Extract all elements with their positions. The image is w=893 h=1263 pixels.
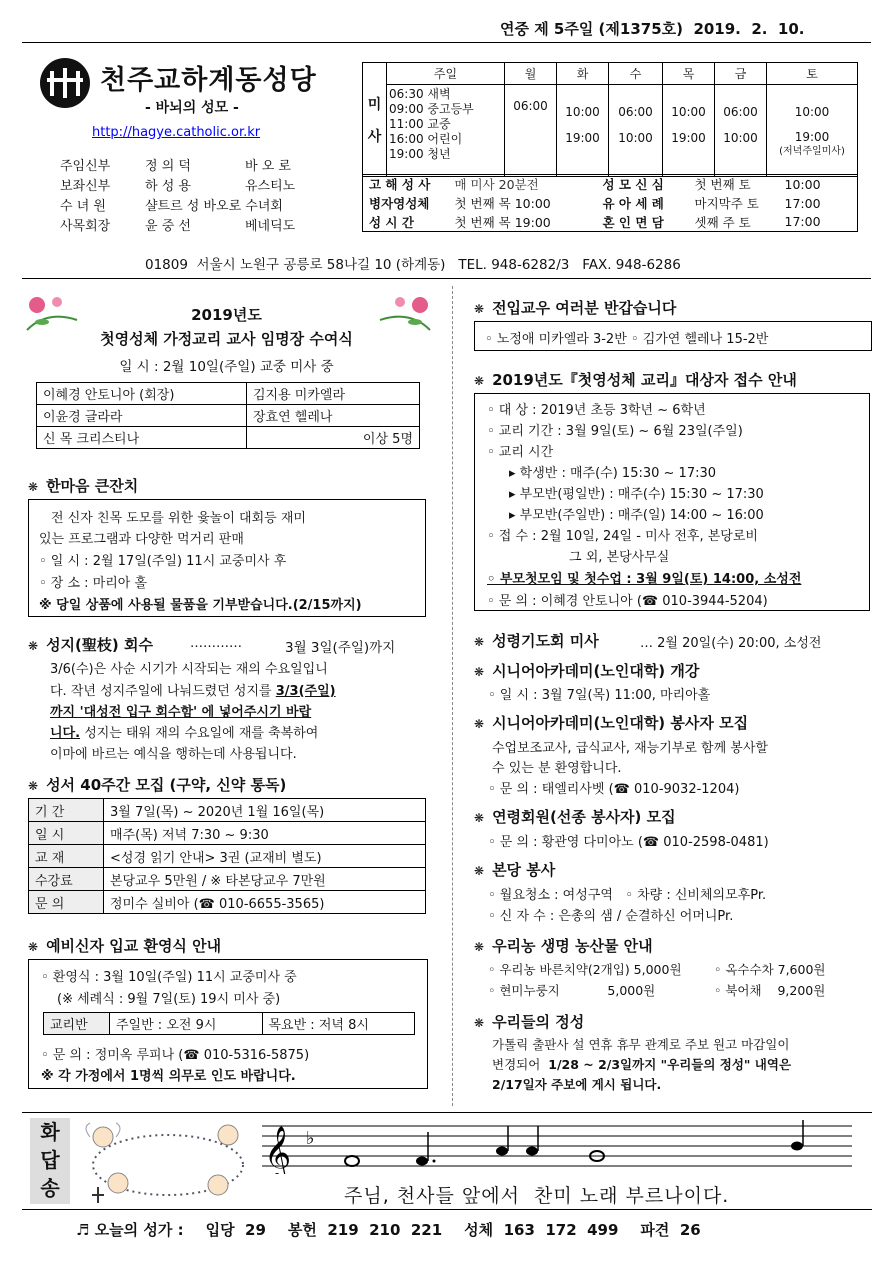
address-line: 01809 서울시 노원구 공릉로 58나길 10 (하계동) TEL. 948-6282/3 FAX. 948-6286 <box>145 257 681 273</box>
r1-title: ❋ 전입교우 여러분 반갑습니다 <box>474 299 677 317</box>
r4-title: ❋ 시니어아카데미(노인대학) 개강 <box>474 662 700 680</box>
s5-title: ❋ 예비신자 입교 환영식 안내 <box>28 937 222 955</box>
parish-name: 천주교하계동성당 <box>100 65 317 96</box>
r8-title: ❋ 우리농 생명 농산물 안내 <box>474 937 653 955</box>
r7-title: ❋ 본당 봉사 <box>474 861 556 879</box>
staff-row: 주임신부 정 의 덕 바 오 로 <box>60 159 291 174</box>
r1-box: ◦ 노정애 미카엘라 3-2반 ◦ 김가연 헬레나 15-2반 <box>474 321 872 351</box>
music-staff <box>262 1118 852 1178</box>
r9-title: ❋ 우리들의 정성 <box>474 1013 585 1031</box>
s1-title: 첫영성체 가정교리 교사 임명장 수여식 <box>100 330 353 348</box>
staff-list <box>60 155 350 235</box>
psalm-lyric: 주님, 천사들 앞에서 찬미 노래 부르나이다. <box>344 1185 730 1207</box>
parish-patron: - 바뇌의 성모 - <box>145 100 239 116</box>
s1-time: 일 시 : 2월 10일(주일) 교중 미사 중 <box>119 359 334 375</box>
parish-url[interactable]: http://hagye.catholic.or.kr <box>92 125 261 140</box>
angels-rosary-icon <box>78 1115 258 1211</box>
sacrament-info: 고 해 성 사 매 미사 20분전 성 모 신 심 첫 번째 토 10:00 병자영성체 첫 번째 목 10:00 유 아 세 례 마지막주 토 17:00 성 시 간 첫 번째 목 19:00 혼 인 면 담 셋째 주 토 17:00 <box>362 174 858 232</box>
svg-text:♭: ♭ <box>306 1128 315 1149</box>
r6-title: ❋ 연령회원(선종 봉사자) 모집 <box>474 808 676 826</box>
s4-table: 기 간 3월 7일(목) ~ 2020년 1월 16일(목) 일 시 매주(목) 저녁 7:30 ~ 9:30 교 재 <성경 읽기 안내> 3권 (교재비 별도) 수강료 본당교우 5만원 / ※ 타본당교우 7만원 문 의 정미수 실비아 (☎ 010-6655-3565) <box>28 798 426 914</box>
psalm-label: 화 답 송 <box>30 1118 70 1204</box>
r5-title: ❋ 시니어아카데미(노인대학) 봉사자 모집 <box>474 714 749 732</box>
staff-row: 사목회장 윤 중 선 베네딕도 <box>60 219 296 234</box>
r2-box: ◦ 대 상 : 2019년 초등 3학년 ~ 6학년 ◦ 교리 기간 : 3월 9일(토) ~ 6월 23일(주일) ◦ 교리 시간 ▸ 학생반 : 매주(수) 15:30 ~ 17:30 ▸ 부모반(평일반) : 매주(수) 15:30 ~ 17:30 ▸ 부모반(주일반) : 매주(일) 14:00 ~ 16:00 ◦ 접 수 : 2월 10일, 24일 - 미사 전후, 본당로비 그 외, 본당사무실 ◦ 부모첫모임 및 첫수업 : 3월 9일(토) 14:00, 소성전 ◦ 문 의 : 이혜경 안토니아 (☎ 010-3944-5204) <box>474 393 870 611</box>
r3-title: ❋ 성령기도회 미사 <box>474 632 599 650</box>
s2-title: ❋ 한마음 큰잔치 <box>28 477 139 495</box>
s1-teachers: 이혜경 안토니아 (회장) 김지용 미카엘라 이윤경 글라라 장효연 헬레나 신 목 크리스티나 이상 5명 <box>36 382 420 449</box>
s2-box: 전 신자 친목 도모를 위한 윷놀이 대회등 재미 있는 프로그램과 다양한 먹거리 판매 ◦ 일 시 : 2월 17일(주일) 11시 교중미사 후 ◦ 장 소 : 마리아 홀 ※ 당일 상품에 사용될 물품을 기부받습니다.(2/15까지) <box>28 499 426 617</box>
svg-text:𝄞: 𝄞 <box>264 1125 292 1174</box>
r2-title: ❋ 2019년도『첫영성체 교리』대상자 접수 안내 <box>474 371 797 389</box>
hymn-line: ♬ 오늘의 성가 : 입당 29 봉헌 219 210 221 성체 163 172 499 파견 26 <box>76 1221 701 1239</box>
mass-schedule: 미 사 주일 월 화 수 목 금 토 06:30 새벽 09:00 중고등부 11:00 교중 16:00 어린이 19:00 청년 06:00 10:00 19:00 06:00 10:00 10:00 19:00 06:00 10:00 10:00 19:00 (저녁주일미사) <box>362 62 858 177</box>
s5-box: ◦ 환영식 : 3월 10일(주일) 11시 교중미사 중 (※ 세례식 : 9월 7일(토) 19시 미사 중) 교리반 주일반 : 오전 9시 목요반 : 저녁 8시 ◦ 문 의 : 정미옥 루피나 (☎ 010-5316-5875) ※ 각 가정에서 1명씩 의무로 인도 바랍니다. <box>28 959 428 1089</box>
s4-title: ❋ 성서 40주간 모집 (구약, 신약 통독) <box>28 776 287 794</box>
issue-line: 연중 제 5주일 (제1375호) 2019. 2. 10. <box>500 20 805 38</box>
staff-row: 수 녀 원 샬트르 성 바오로 수녀회 <box>60 199 283 214</box>
parish-logo <box>40 58 90 108</box>
s1-year: 2019년도 <box>191 306 262 324</box>
s3-title: ❋ 성지(聖枝) 회수 <box>28 636 153 654</box>
staff-row: 보좌신부 하 성 용 유스티노 <box>60 179 296 194</box>
